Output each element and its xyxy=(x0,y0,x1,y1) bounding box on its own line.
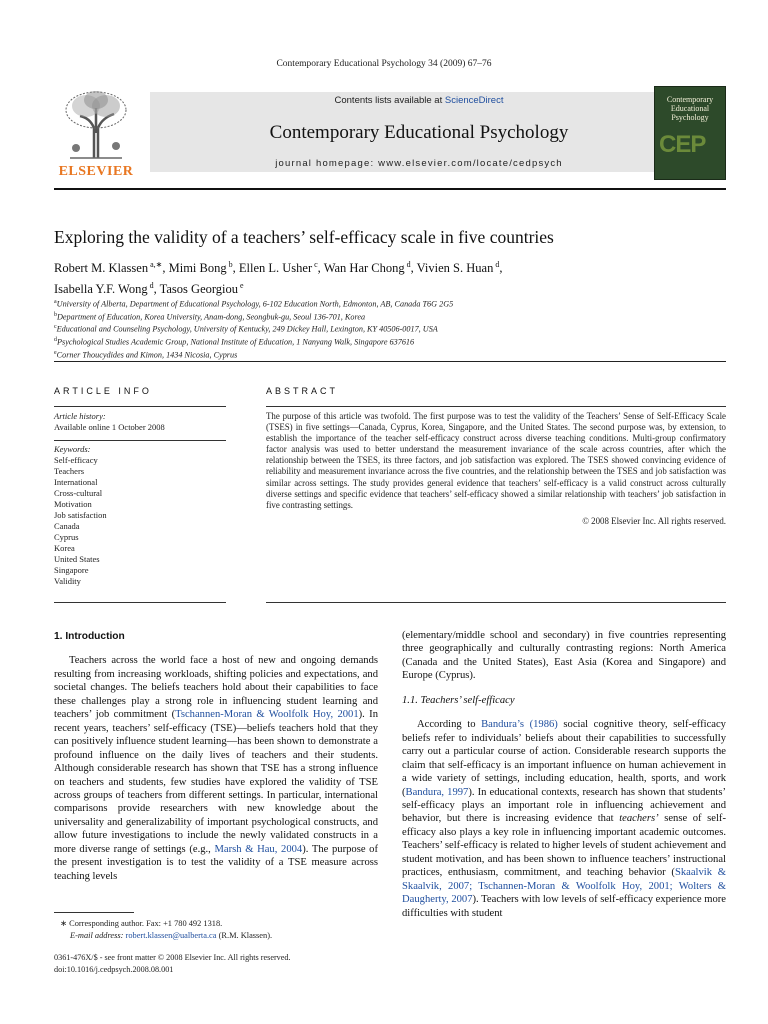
affiliation-text: Corner Thoucydides and Kimon, 1434 Nicosia, Cyprus xyxy=(56,350,238,360)
keywords-label: Keywords: xyxy=(54,444,91,454)
affiliation-mark: a xyxy=(54,299,57,305)
author-email-link[interactable]: robert.klassen@ualberta.ca xyxy=(125,930,217,940)
article-info-rule xyxy=(54,406,226,407)
affiliation-mark: b xyxy=(54,311,57,318)
author-affiliation-mark: b xyxy=(226,260,233,269)
elsevier-wordmark: ELSEVIER xyxy=(58,164,134,179)
cover-title-line-3: Psychology xyxy=(671,113,709,122)
keyword-list xyxy=(54,455,226,587)
self-efficacy-paragraph xyxy=(402,718,726,920)
footnote-rule xyxy=(54,912,134,913)
affiliation-mark: e xyxy=(54,349,57,356)
article-info-bottom-rule xyxy=(54,602,226,603)
ref-marsh-hau[interactable]: Marsh & Hau, 2004 xyxy=(214,843,303,855)
affiliation-text: Department of Education, Korea University, Anam-dong, Seongbuk-gu, Seoul 136-701, Korea xyxy=(57,312,366,322)
article-info xyxy=(54,386,226,587)
affiliation-mark: d xyxy=(54,337,57,344)
right-paragraph-continued: (elementary/middle school and secondary) in five countries representing three geographically and culturally contrasting regions: North America (Canada and the United States), East Asia (Korea and Singapore) and Europe (Cyprus). xyxy=(402,630,726,682)
subsection-heading: 1.1. Teachers’ self-efficacy xyxy=(402,694,515,706)
issn-line: 0361-476X/$ - see front matter © 2008 Elsevier Inc. All rights reserved. xyxy=(54,953,291,962)
abstract-rule xyxy=(266,406,726,407)
history-label: Article history: xyxy=(54,411,106,421)
author-name[interactable]: Tasos Georgiou $^e$ xyxy=(159,281,244,297)
author-name[interactable]: Ellen L. Usher $^c$ xyxy=(238,260,318,276)
affiliation-list xyxy=(54,297,726,361)
author-name[interactable]: Vivien S. Huan $^d$ xyxy=(416,260,500,276)
se-text-3: ). In educational contexts, research has shown that students’ self-efficacy plays an important role in influencing achievement and behavior, but there is increasing evidence that xyxy=(402,786,726,825)
keyword: Teachers xyxy=(54,466,85,476)
footnote xyxy=(54,918,378,941)
author-affiliation-mark: d xyxy=(404,260,411,269)
journal-title: Contemporary Educational Psychology xyxy=(269,122,569,143)
keywords-rule xyxy=(54,440,226,441)
masthead-rule xyxy=(54,188,726,190)
author-list: Robert M. Klassen $^{a,∗}$, Mimi Bong $^b$, Ellen L. Usher $^c$, Wan Har Chong $^d$, Vivien S. Huan $^d$, Isabella Y.F. Wong $^d$, Tasos Georgiou $^e$ xyxy=(54,260,503,297)
header-rule xyxy=(54,361,726,362)
keyword: Self-efficacy xyxy=(54,455,98,465)
cover-acronym: CEP xyxy=(659,131,706,158)
keyword: Validity xyxy=(54,576,81,586)
author-name[interactable]: Wan Har Chong $^d$ xyxy=(323,260,411,276)
affiliation xyxy=(54,322,726,335)
keyword: Cross-cultural xyxy=(54,488,103,498)
history-value: Available online 1 October 2008 xyxy=(54,422,165,432)
journal-cover[interactable] xyxy=(654,86,726,180)
abstract-bottom-rule xyxy=(266,602,726,603)
corresponding-author: ∗ Corresponding author. Fax: +1 780 492 1318. xyxy=(60,919,223,928)
keyword: International xyxy=(54,477,98,487)
keyword: United States xyxy=(54,554,100,564)
cover-title xyxy=(655,95,725,122)
abstract-heading: ABSTRACT xyxy=(266,386,339,396)
ref-bandura-1997[interactable]: Bandura, 1997 xyxy=(405,786,469,798)
email-line xyxy=(54,930,378,942)
abstract-text: The purpose of this article was twofold. The first purpose was to test the validity of the Teachers’ Sense of Self-Efficacy Scale (TSES) in five settings—Canada, Cyprus, Korea, Singapore, and the United States. The second purpose was, by extension, to establish the importance of the teacher self-efficacy construct across diverse teaching conditions. Multi-group confirmatory factor analysis was used to better understand the measurement invariance of the scale across countries, after which the relationship between the TSES, its three factors, and job satisfaction was explored. The TSES showed convincing evidence of reliability and measurement invariance across the five countries, and the relationship between the TSES and job satisfaction was similar across settings. The study provides general evidence that teachers’ self-efficacy is a valid construct across culturally diverse settings and specific evidence that teachers’ self-efficacy showed a similar relationship with teachers’ job satisfaction in five contrasting settings. xyxy=(266,411,726,510)
affiliation-text: Educational and Counseling Psychology, University of Kentucky, 249 Dickey Hall, Lexington, KY 40506-0017, USA xyxy=(56,325,438,335)
affiliation xyxy=(54,348,726,361)
introduction-heading: 1. Introduction xyxy=(54,631,125,642)
contents-prefix: Contents lists available at xyxy=(334,95,445,106)
keyword: Motivation xyxy=(54,499,92,509)
cover-title-line-1: Contemporary xyxy=(666,95,714,104)
affiliation-text: University of Alberta, Department of Educational Psychology, 6-102 Education North, Edmonton, AB, Canada T6G 2G5 xyxy=(56,299,454,309)
se-text-5: ). Teachers with low levels of self-efficacy experience more difficulties with student xyxy=(402,894,726,919)
author-name[interactable]: Mimi Bong $^b$ xyxy=(168,260,233,276)
se-text-italic: teachers’ xyxy=(619,813,659,825)
page-footer xyxy=(54,952,454,975)
se-text-4: sense of self-efficacy also plays a key role in influencing important academic outcomes. Teachers’ self-efficacy is related to higher levels of student achievement and student motivation, and has been shown to influence teachers’ instructional practices, enthusiasm, commitment, and teaching behavior ( xyxy=(402,813,726,879)
abstract xyxy=(266,386,726,526)
doi-line[interactable]: doi:10.1016/j.cedpsych.2008.08.001 xyxy=(54,964,174,974)
elsevier-tree-icon xyxy=(60,88,132,160)
se-text-1: According to xyxy=(417,719,482,731)
intro-text-1: Teachers across the world face a host of new and ongoing demands resulting from increasing workloads, shifting policies and expectations, and societal changes. The beliefs teachers hold about their capabilities to face these challenges play a strong role in influencing student learning and teachers’ job commitment ( xyxy=(54,655,378,721)
se-text-2: social cognitive theory, self-efficacy beliefs refer to individuals’ beliefs about their capabilities to successfully carry out a particular course of action. Considerable research supports the claim that self-efficacy is an important influence on human achievement in a wide variety of settings, including education, health, sports, and work ( xyxy=(402,719,726,798)
keyword: Cyprus xyxy=(54,532,79,542)
masthead xyxy=(54,86,726,184)
contents-line xyxy=(150,95,688,106)
intro-text-3: ). The purpose of the present investigation is to test the validity of a TSE measure across teaching levels xyxy=(54,843,378,882)
keyword: Singapore xyxy=(54,565,89,575)
email-label: E-mail address: xyxy=(70,930,124,940)
sciencedirect-link[interactable]: ScienceDirect xyxy=(444,95,504,106)
author-affiliation-mark: c xyxy=(312,260,318,269)
keyword: Job satisfaction xyxy=(54,510,107,520)
keyword: Canada xyxy=(54,521,80,531)
affiliation xyxy=(54,335,726,348)
article-title: Exploring the validity of a teachers’ self-efficacy scale in five countries xyxy=(54,227,554,247)
keyword: Korea xyxy=(54,543,75,553)
affiliation xyxy=(54,310,726,323)
affiliation-text: Psychological Studies Academic Group, National Institute of Education, 1 Nanyang Walk, Singapore 637616 xyxy=(57,337,415,347)
author-affiliation-mark: d xyxy=(493,260,500,269)
elsevier-logo[interactable] xyxy=(54,86,138,182)
email-suffix: (R.M. Klassen). xyxy=(216,930,273,940)
journal-banner xyxy=(150,92,688,172)
affiliation xyxy=(54,297,726,310)
author-name[interactable]: Isabella Y.F. Wong $^d$ xyxy=(54,281,154,297)
cover-title-line-2: Educational xyxy=(670,104,710,113)
abstract-copyright: © 2008 Elsevier Inc. All rights reserved. xyxy=(582,515,726,526)
author-name[interactable]: Robert M. Klassen $^{a,∗}$ xyxy=(54,260,163,276)
author-affiliation-mark: d xyxy=(147,281,154,291)
journal-homepage-link[interactable]: journal homepage: www.elsevier.com/locate/cedpsych xyxy=(275,158,563,169)
affiliation-mark: c xyxy=(54,324,57,331)
ref-tschannen-2001[interactable]: Tschannen-Moran & Woolfolk Hoy, 2001 xyxy=(175,709,359,721)
body-right-column xyxy=(402,629,726,920)
body-left-column xyxy=(54,630,378,883)
ref-skaalvik-group[interactable]: Skaalvik & Skaalvik, 2007; Tschannen-Moran & Woolfolk Hoy, 2001; Wolters & Daugherty, 2007 xyxy=(402,867,726,906)
article-info-heading: ARTICLE INFO xyxy=(54,386,152,396)
intro-paragraph xyxy=(54,654,378,883)
journal-citation: Contemporary Educational Psychology 34 (2009) 67–76 xyxy=(276,59,492,69)
author-affiliation-mark: e xyxy=(238,281,244,291)
intro-text-2: ). In recent years, teachers’ self-efficacy (TSE)—beliefs teachers hold that they can positively influence student learning—has been shown to demonstrate a profound influence on the daily lives of teachers and their students. Although considerable research has shown that TSE has a strong influence on teachers and students, few studies have explored the validity of TSE across groups of teachers from different settings. In particular, international comparisons provide researchers with new knowledge about the universality and generalizability of important psychological constructs, and allow future investigations to include the newly validated constructs in a more diverse range of settings (e.g., xyxy=(54,709,378,855)
ref-bandura-1986[interactable]: Bandura’s (1986) xyxy=(481,719,558,731)
author-affiliation-mark: a,∗ xyxy=(148,260,163,269)
